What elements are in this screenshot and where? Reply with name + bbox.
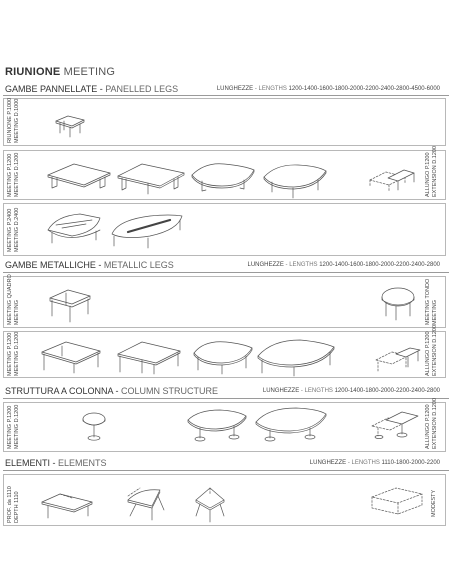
table-rect-panelled-2-drawing [118,164,184,194]
row-label-meeting-square: MEETING QUADRO MEETING [7,274,20,325]
table-large-boat-drawing [112,215,182,248]
table-boat-column-drawing [256,408,326,441]
table-round-column-drawing [83,413,105,440]
element-corner-drawing [196,488,224,522]
lengths-panelled: LUNGHEZZE - LENGTHS 1200-1400-1600-1800-2000-2200-2400-2800-4500-6000 [216,86,440,92]
extension-column-solid-drawing [375,412,418,439]
table-round-metallic-drawing [382,288,414,320]
row-label-modesty: MODESTY [431,489,437,517]
modesty-panel-drawing [372,488,422,514]
row-label-meeting-1200-column: MEETING P.1200 MEETING D.1200 [7,404,20,449]
table-rect-metallic-drawing [42,342,100,373]
table-oval-column-drawing [188,410,246,441]
extension-panelled-solid-drawing [388,170,414,190]
page-title-sub: MEETING [63,66,116,78]
lengths-elements: LUNGHEZZE - LENGTHS 1110-1800-2000-2200 [309,460,440,466]
row-label-elements: PROF. da 1110 DEPTH 1110 [7,486,20,523]
lengths-column: LUNGHEZZE - LENGTHS 1200-1400-1800-2000-2200-2400-2800 [262,388,440,394]
table-oval-panelled-drawing [192,164,254,191]
row-label-extension-panelled: ALLUNGO P.1200 EXTENSION D.1200 [425,145,438,197]
element-quarter-drawing [128,488,164,520]
row-label-meeting-1200-metallic: MEETING P.1200 MEETING D.1200 [7,331,20,376]
element-rect-drawing [42,494,92,518]
row-label-meeting-1200-panelled: MEETING P.1200 MEETING D.1200 [7,152,20,197]
section-heading-metallic: GAMBE METALLICHE - METALLIC LEGS [5,260,174,270]
row-label-extension-metallic: ALLUNGO P.1200 EXTENSION D.1200 [425,324,438,376]
table-boat-metallic-drawing [258,340,334,376]
section-heading-elements: ELEMENTI - ELEMENTS [5,458,107,468]
table-boat-panelled-drawing [264,165,326,198]
extension-metallic-solid-drawing [396,348,420,367]
section-heading-column: STRUTTURA A COLONNA - COLUMN STRUCTURE [5,386,219,396]
table-rect-panelled-drawing [48,164,110,188]
table-rect-metallic-2-drawing [118,342,180,374]
row-label-riunione-1000: RIUNIONE P.1000 MEETING D.1000 [7,97,20,143]
lengths-metallic: LUNGHEZZE - LENGTHS 1200-1400-1600-1800-2000-2200-2400-2800 [247,262,440,268]
section-heading-panelled: GAMBE PANNELLATE - PANELLED LEGS [5,84,179,94]
row-label-meeting-2400: MEETING P.2400 MEETING D.2400 [7,207,20,252]
row-label-extension-column: ALLUNGO P.1200 EXTENSION D.1200 [425,397,438,449]
row-label-meeting-round: MEETING TONDO MEETING [425,278,438,325]
table-square-metallic-drawing [50,290,90,322]
table-oval-metallic-drawing [194,342,252,374]
table-square-panelled-drawing [56,116,84,137]
page-title-main: RIUNIONE [5,66,61,78]
table-large-oval-drawing [48,214,100,243]
